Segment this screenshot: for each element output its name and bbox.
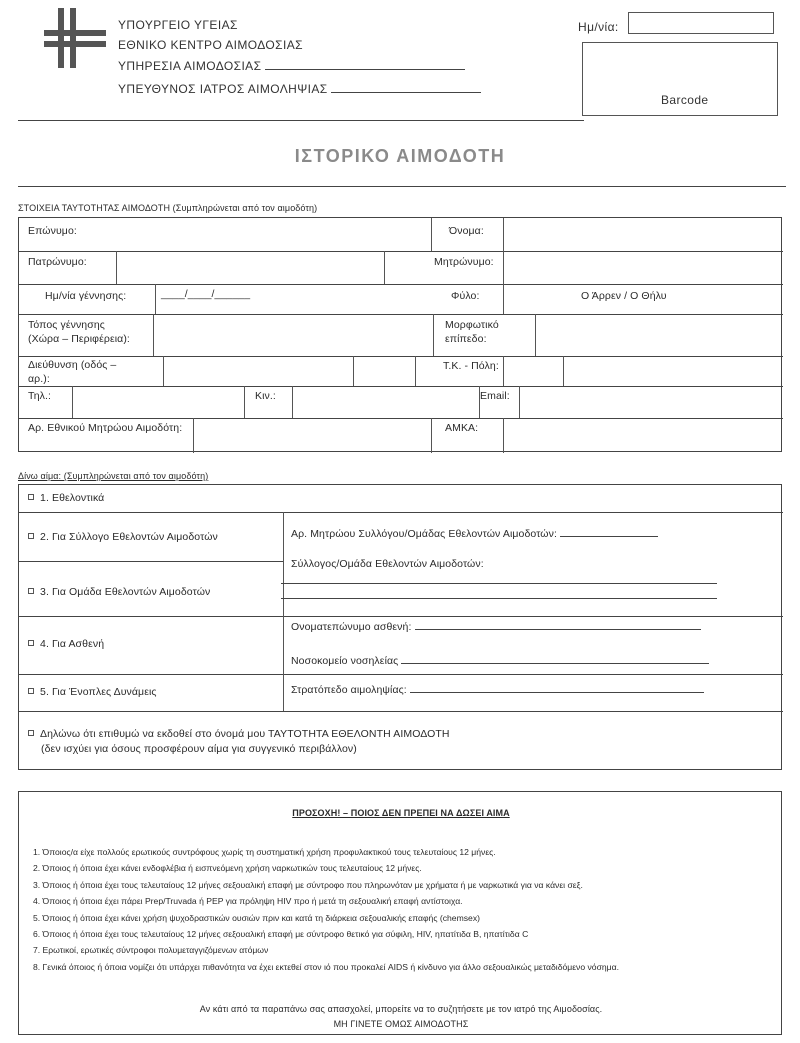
service-label: ΥΠΗΡΕΣΙΑ ΑΙΜΟΔΟΣΙΑΣ [118,59,465,73]
email-field[interactable] [521,388,781,416]
association-name-label: Σύλλογος/Ομάδα Εθελοντών Αιμοδοτών: [291,558,484,570]
birth-date-field[interactable]: ____/____/______ [161,288,251,300]
option-voluntary[interactable]: 1. Εθελοντικά [28,492,104,504]
title-divider [18,186,786,187]
notice-list [33,844,619,975]
address-field[interactable] [165,358,353,384]
father-name-label: Πατρώνυμο: [28,256,87,268]
donation-section-label: Δίνω αίμα: (Συμπληρώνεται από τον αιμοδότη) [18,471,209,481]
page-title: ΙΣΤΟΡΙΚΟ ΑΙΜΟΔΟΤΗ [294,146,506,166]
army-camp-label: Στρατόπεδο αιμοληψίας: [291,684,704,696]
notice-footer: Αν κάτι από τα παραπάνω σας απασχολεί, μπορείτε να το συζητήσετε με τον ιατρό της Αιμοδοσίας. [199,1004,603,1014]
option-armed-forces[interactable]: 5. Για Ένοπλες Δυνάμεις [28,686,157,698]
physician-label: ΥΠΕΥΘΥΝΟΣ ΙΑΤΡΟΣ ΑΙΜΟΛΗΨΙΑΣ [118,82,481,96]
birth-place-label: Τόπος γέννησης [28,319,105,331]
list-item: 4. Όποιος ή όποια έχει πάρει Prep/Truvada ή PEP για πρόληψη HIV προ ή μετά τη σεξουαλική επαφή αντίστοιχα. [33,896,463,907]
list-item: 6. Όποιος ή όποια έχει τους τελευταίους 12 μήνες σεξουαλική επαφή με σύντροφο θετικό για σύφιλη, HIV, ηπατίτιδα Β, ηπατίτιδα C [33,929,529,940]
email-label: Email: [480,390,510,402]
address-label: Διεύθυνση (οδός – [28,359,117,371]
notice-title: ΠΡΟΣΟΧΗ! – ΠΟΙΟΣ ΔΕΝ ΠΡΕΠΕΙ ΝΑ ΔΩΣΕΙ ΑΙΜΑ [292,808,510,818]
postal-city-field[interactable] [565,358,781,384]
phone-field[interactable] [74,388,244,416]
association-number-label: Αρ. Μητρώου Συλλόγου/Ομάδας Εθελοντών Αιμοδοτών: [291,528,658,540]
sex-options[interactable]: Ο Άρρεν / Ο Θήλυ [581,290,667,302]
birth-place-field[interactable] [155,316,433,354]
registry-number-field[interactable] [195,420,431,451]
declaration-note: (δεν ισχύει για όσους προσφέρουν αίμα για συγγενικό περιβάλλον) [41,743,357,755]
barcode-box [582,42,778,116]
checkbox-icon [28,688,34,694]
notice-box [18,791,782,1035]
sex-label: Φύλο: [451,290,480,302]
center-name: ΕΘΝΙΚΟ ΚΕΝΤΡΟ ΑΙΜΟΔΟΣΙΑΣ [118,38,303,52]
association-name-line[interactable] [281,583,717,584]
mobile-field[interactable] [294,388,479,416]
amka-field[interactable] [505,420,781,451]
amka-label: ΑΜΚΑ: [445,422,479,434]
surname-label: Επώνυμο: [28,225,77,237]
father-name-field[interactable] [118,253,384,283]
checkbox-icon [28,640,34,646]
name-label: Όνομα: [449,225,484,237]
surname-field[interactable] [95,220,431,250]
checkbox-icon [28,588,34,594]
list-item: 3. Όποιος ή όποια έχει τους τελευταίους 12 μήνες σεξουαλική επαφή με σύντροφο που πληρωνόταν με χρήματα ή με ναρκωτικά για να κάνει σεξ. [33,879,583,890]
option-association[interactable]: 2. Για Σύλλογο Εθελοντών Αιμοδοτών [28,531,218,543]
list-item: 7. Ερωτικοί, ερωτικές σύντροφοι πολυμεταγγιζόμενων ατόμων [33,945,269,956]
hospital-label: Νοσοκομείο νοσηλείας [291,655,709,667]
phone-label: Τηλ.: [28,390,52,402]
identity-table: Επώνυμο: Όνομα: Πατρώνυμο: Μητρώνυμο: Ημ/νία γέννησης: ____/____/______ Φύλο: Ο Άρρεν / Ο Θήλυ Τόπος γέννησης (Χώρα – Περιφέρεια): Μορφωτικό επίπεδο: Διεύθυνση (οδός – αρ.): Τ.Κ. - Πόλη: Τηλ.: Κιν.: Email: Αρ. Εθνικού Μητρώου Αιμοδότη: ΑΜΚΑ: [18,217,782,452]
notice-warning: ΜΗ ΓΙΝΕΤΕ ΟΜΩΣ ΑΙΜΟΔΟΤΗΣ [333,1019,469,1029]
identity-section-label: ΣΤΟΙΧΕΙΑ ΤΑΥΤΟΤΗΤΑΣ ΑΙΜΟΔΟΤΗ (Συμπληρώνεται από τον αιμοδότη) [18,203,318,213]
ministry-name: ΥΠΟΥΡΓΕΙΟ ΥΓΕΙΑΣ [118,18,238,32]
list-item: 1. Όποιος/α είχε πολλούς ερωτικούς συντρόφους χωρίς τη συστηματική χρήση προφυλακτικού τους τελευταίους 12 μήνες. [33,847,496,857]
patient-name-label: Ονοματεπώνυμο ασθενή: [291,621,701,633]
list-item: 5. Όποιος ή όποια έχει κάνει χρήση ψυχοδραστικών ουσιών πριν και κατά τη διάρκεια σεξουαλικής επαφής (chemsex) [33,912,480,923]
header-divider [18,120,584,121]
association-name-line-2[interactable] [281,598,717,599]
date-label: Ημ/νία: [578,20,619,34]
option-group[interactable]: 3. Για Ομάδα Εθελοντών Αιμοδοτών [28,586,210,598]
option-patient[interactable]: 4. Για Ασθενή [28,638,104,650]
list-item: 2. Όποιος ή όποια έχει κάνει ενδοφλέβια ή εισπνεόμενη χρήση ναρκωτικών τους τελευταίους 12 μήνες. [33,863,422,874]
donation-table [18,484,782,770]
checkbox-icon [28,730,34,736]
name-field[interactable] [505,220,781,250]
checkbox-icon [28,533,34,539]
volunteer-id-declaration[interactable]: Δηλώνω ότι επιθυμώ να εκδοθεί στο όνομά μου ΤΑΥΤΟΤΗΤΑ ΕΘΕΛΟΝΤΗ ΑΙΜΟΔΟΤΗ [28,728,450,740]
list-item: 8. Γενικά όποιος ή όποια νομίζει ότι υπάρχει πιθανότητα να έχει εκτεθεί στον ιό που προκαλεί AIDS ή κίνδυνο για άλλο σεξουαλικώς μεταδιδόμενο νόσημα. [33,961,619,972]
date-field[interactable] [628,12,774,34]
checkbox-icon [28,494,34,500]
mother-name-label: Μητρώνυμο: [434,256,494,268]
barcode-label: Barcode [661,93,709,107]
postal-city-label: Τ.Κ. - Πόλη: [443,360,499,372]
education-field[interactable] [537,316,781,354]
mobile-label: Κιν.: [255,390,276,402]
registry-number-label: Αρ. Εθνικού Μητρώου Αιμοδότη: [28,422,183,434]
blood-donation-cross-logo [44,8,106,68]
mother-name-field[interactable] [505,253,781,283]
birth-date-label: Ημ/νία γέννησης: [45,290,127,302]
education-label: Μορφωτικό [445,319,499,331]
